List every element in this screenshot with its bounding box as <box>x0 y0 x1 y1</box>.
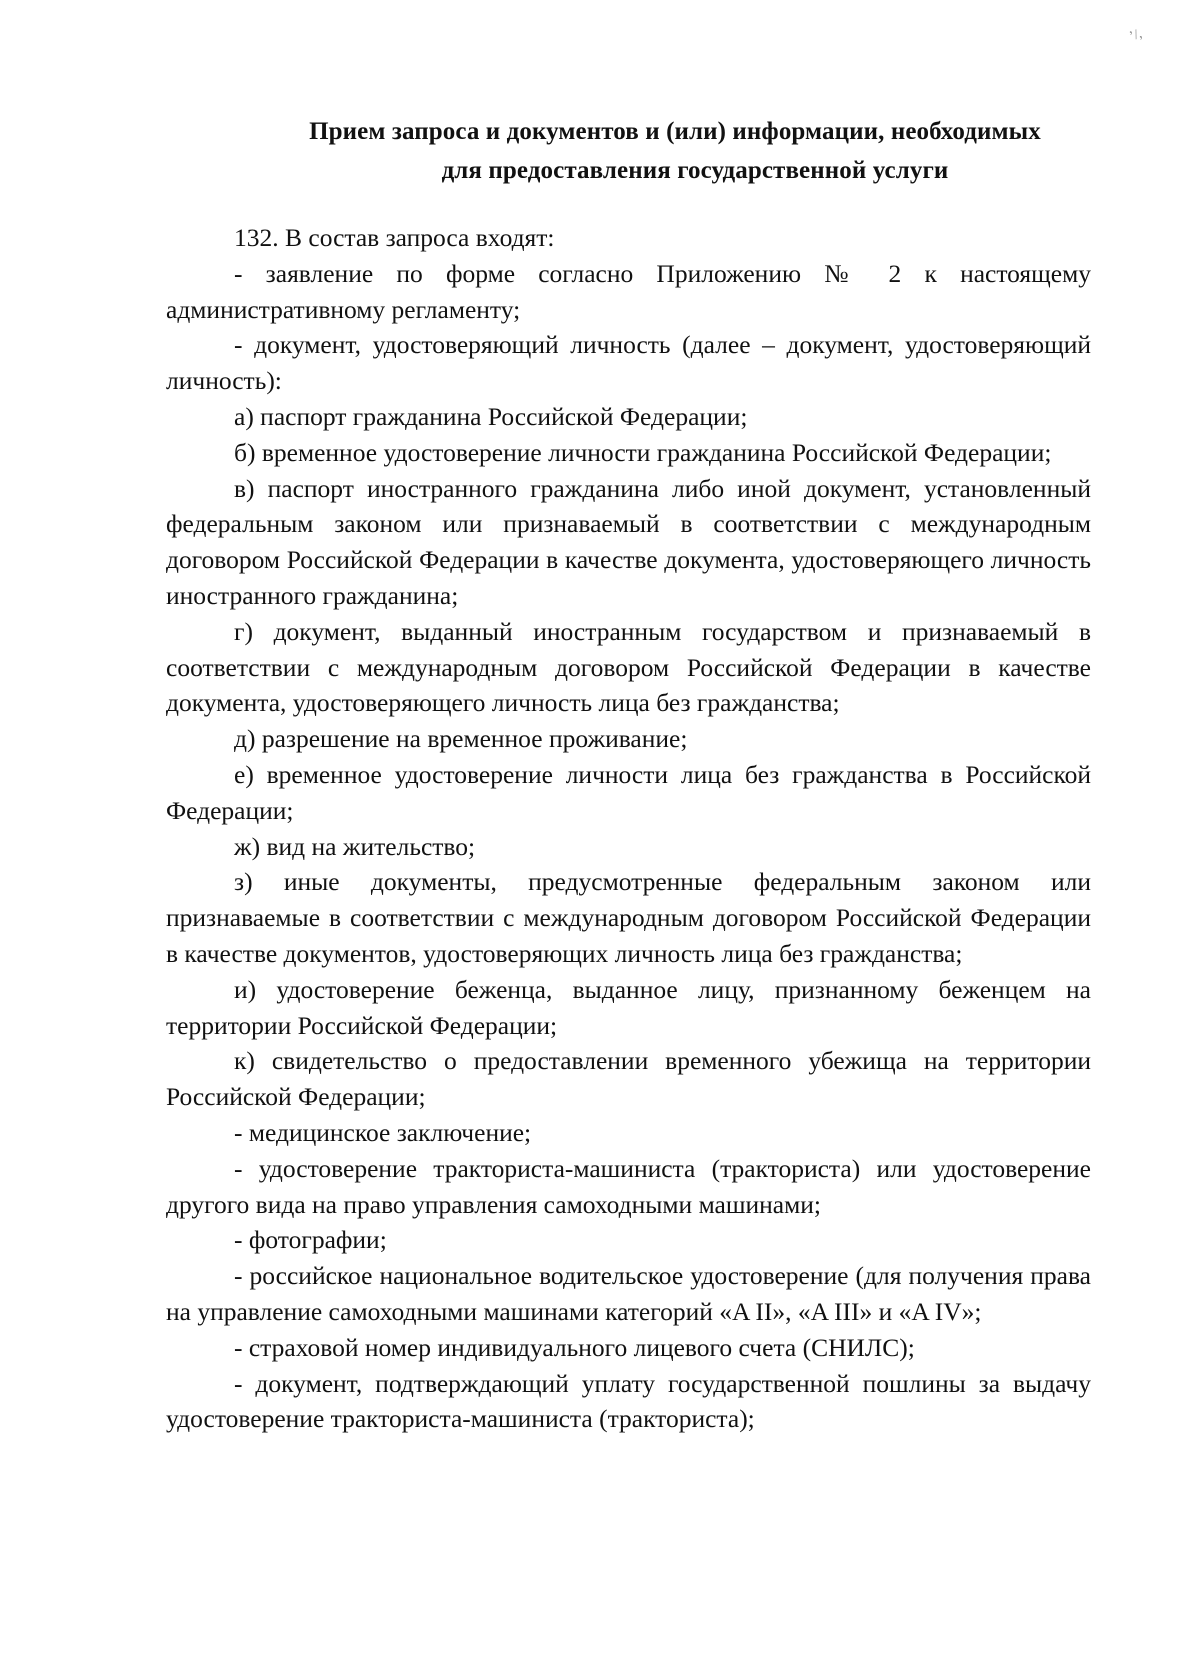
heading-line-2: для предоставления государственной услуги <box>441 157 949 184</box>
list-item: - документ, подтверждающий уплату государственной пошлины за выдачу удостоверение тракториста-машиниста (тракториста); <box>166 1368 1091 1434</box>
heading-line-1: Прием запроса и документов и (или) информации, необходимых <box>309 118 1041 145</box>
list-item: - документ, удостоверяющий личность (далее – документ, удостоверяющий личность): <box>166 330 1091 396</box>
list-item: - страховой номер индивидуального лицевого счета (СНИЛС); <box>234 1332 915 1362</box>
list-item: и) удостоверение беженца, выданное лицу, признанному беженцем на территории Российской Федерации; <box>166 974 1091 1040</box>
section-heading <box>160 112 1120 190</box>
list-item: к) свидетельство о предоставлении временного убежища на территории Российской Федерации; <box>166 1046 1091 1112</box>
list-item: - удостоверение тракториста-машиниста (тракториста) или удостоверение другого вида на право управления самоходными машинами; <box>166 1153 1091 1219</box>
list-item: е) временное удостоверение личности лица без гражданства в Российской Федерации; <box>166 759 1091 825</box>
list-item: б) временное удостоверение личности гражданина Российской Федерации; <box>234 437 1052 467</box>
document-body <box>166 220 1091 1437</box>
list-item: а) паспорт гражданина Российской Федерации; <box>234 401 748 431</box>
list-item: в) паспорт иностранного гражданина либо иной документ, установленный федеральным законом или признаваемый в соответствии с международным договором Российской Федерации в качестве документа, удостоверяющего личность иностранного гражданина; <box>166 473 1091 610</box>
list-item: - российское национальное водительское удостоверение (для получения права на управление самоходными машинами категорий «A II», «A III» и «A IV»; <box>166 1261 1091 1326</box>
list-item: - заявление по форме согласно Приложению № 2 к настоящему административному регламенту; <box>166 258 1091 324</box>
list-item: ж) вид на жительство; <box>234 831 476 861</box>
list-item: - фотографии; <box>234 1225 387 1255</box>
list-item: д) разрешение на временное проживание; <box>234 724 688 754</box>
corner-mark: ’/, <box>1127 26 1145 45</box>
list-item: з) иные документы, предусмотренные федеральным законом или признаваемые в соответствии с международным договором Российской Федерации в качестве документов, удостоверяющих личность лица без гражданства; <box>166 867 1091 968</box>
list-item: - медицинское заключение; <box>234 1117 532 1147</box>
paragraph-intro: 132. В состав запроса входят: <box>234 223 555 252</box>
list-item: г) документ, выданный иностранным государством и признаваемый в соответствии с международным договором Российской Федерации в качестве документа, удостоверяющего личность лица без гражданства; <box>166 616 1091 718</box>
